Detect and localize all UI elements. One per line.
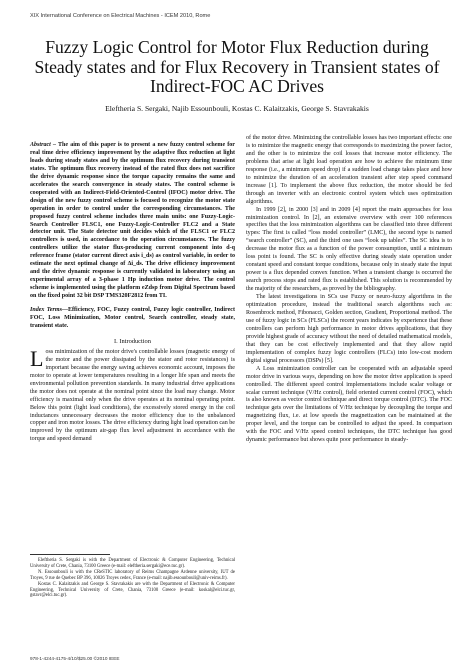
- footnote: N. Essounbouli is with the CReSTIC laboratory of Reims Champagne Ardenne university, IUT de Troyes, 9 rue de Quebec BP 396, 10026 Troyes cedex, France (e-mail: najib.essounbouli@univ-reims.fr).: [30, 569, 235, 581]
- body-paragraph: of the motor drive. Minimizing the controllable losses has two important effects: one is to minimize the magnetic energy that corresponds to maximizing the power factor, and the other is to minimize the coil losses that increase motor efficiency. The problems that arise at light load operation are how to achieve the minimum time response (i.e., a minimum speed drop) if a sudden load change takes place and how to minimize the duration of an acceleration transient after step speed command increase [1]. To implement the above flux reduction, the motor should be fed through an inverter with an electronic control system which uses optimization algorithms.: [246, 135, 452, 205]
- body-paragraph: The latest investigations in SCs use Fuzzy or neuro-fuzzy algorithms in the optimization procedure, instead the traditional search algorithms such as: Rosenbrock method, Fibonacci, Golden section, Gradient, Proportional method. The use of fuzzy logic in SCs (FLSCs) the recent years indicates by experience that these controllers can perform high performance in motor drives applications, that they provide highest grade of accuracy without the need of detailed mathematical models, that they can be cost effectively implemented and that they allow rapid implementation of complex fuzzy logic controllers (FLCs) into low-cost modern digital signal processors (DSPs) [5].: [246, 294, 452, 364]
- footnote: Eleftheria S. Sergaki is with the Department of Electronic & Computer Engineering, Technical University of Crete, Chania, 73100 Greece (e-mail: eleftheria.sergaki@ece.tuc.gr).: [30, 558, 235, 569]
- intro-paragraph: [30, 345, 235, 444]
- body-paragraph: A Loss minimization controller can be cooperated with an adjustable speed motor drive in various ways, depending on how the motor drive application is speed controlled. The different speed control implementations include scalar voltage or scalar current technique (V/Hz control), field oriented current control (FOC), which is also known as vector control technique and direct torque control (DTC). The FOC technique gets over the limitations of V/Hz technique by decoupling the torque and magnetizing flux, i.e. at low speeds the magnetization can be maintained at the proper level, and the torque can be controlled to adjust the speed. In comparison with the FOC and V/Hz speed control techniques, the DTC technique has good dynamic performance but shows quite poor performance in steady-: [246, 365, 452, 444]
- intro-text: oss minimization of the motor drive's controllable losses (magnetic energy of the motor and the power dissipated by the stator and rotor resistances) is important because the energy saving achieves economic account, imposes the motor to operate at lower temperatures resulting in a longer life span and meets the environmental pollution prevention standards. In many industrial drive applications the motor does not operate at the nominal point since the load may change. Motor efficiency is maximal only when the drive operates at its nominal operating point. Below this point (light load conditions), the excessively stored energy in the coil inductances unnecessary decreases the motor efficiency due to the unbalanced copper and iron motor losses. The drive efficiency during light load operation can be improved by the optimum air-gap flux level adjustment in accordance with the torque and speed demand: [30, 348, 235, 443]
- footnote: Kostas C. Kalaitzakis and George S. Stavrakakis are with the Department of Electronic & Computer Engineering, Technical University of Crete, Chania, 73100 Greece (e-mail: koskal@elci.tuc.gr, gstavr@elci.tuc.gr).: [30, 581, 235, 599]
- abstract-label: Abstract –: [30, 142, 56, 148]
- paper-title: Fuzzy Logic Control for Motor Flux Reduction during Steady states and for Flux Recovery in Transient states of Indirect-FOC AC Drives: [34, 37, 440, 96]
- index-terms-label: Index Terms—: [30, 307, 68, 314]
- conference-header: XIX International Conference on Electrical Machines - ICEM 2010, Rome: [30, 13, 211, 19]
- right-column: [246, 135, 452, 445]
- index-terms-text: Efficiency, FOC, Fuzzy control, Fuzzy logic controller, Indirect FOC, Loss Minimization, Motor control, Search controller, steady state, transient state.: [30, 307, 235, 329]
- abstract-text: The aim of this paper is to present a new fuzzy control scheme for real time drive efficiency improvement by the adaptive flux reduction at light loads during steady states and by the optimum flux recovery during transient states. The optimum flux recovery instead of the rated flux does not sacrifice the drive dynamic response since the torque capacity remains the same and accelerates the search convergence in steady states. The control scheme is cooperated with an Indirect-Field-Oriented-Control (IFOC) motor drive. The design of the new fuzzy control scheme is focused to recognize the motor state operation in order to control under the corresponding circumstances. The proposed fuzzy control scheme includes three main units: one Fuzzy-Logic-Search Controller FLSC1, one Fuzzy-Logic-Controller FLC2 and a State detector unit. The State detector unit decides which of the FLSC1 or FLC2 controllers is used, in accordance to the operation circumstances. The fuzzy controllers utilize the stator flux-producing current component into d-q reference frame (stator current direct axis i_ds) as control variable, in order to estimate the next optimal change of Δi_ds. The drive efficiency improvement and the drive dynamic response is currently validated in laboratory using an experimental array of a 3-phase 1 Hp induction motor drive. The control scheme is implemented using the platform eZdsp from Digital Spectrum based on the fixed point 32 bit DSP TMS320F2812 from TI.: [30, 142, 235, 300]
- footnote-rule: [30, 554, 110, 555]
- drop-cap: L: [30, 345, 44, 371]
- left-column: [30, 142, 235, 444]
- author-list: Eleftheria S. Sergaki, Najib Essounbouli, Kostas C. Kalaitzakis, George S. Stavrakakis: [105, 104, 369, 113]
- section-heading: I. Introduction: [114, 337, 151, 345]
- abstract: [30, 142, 235, 301]
- page-footer: 978-1-4244-4175-4/10/$25.00 ©2010 IEEE: [30, 656, 120, 661]
- body-paragraph: In 1999 [2], in 2000 [3] and in 2009 [4] report the main approaches for loss minimization control. In [2], an extensive overview with over 100 references specifies that the loss minimization algorithms can be classified into three different types: The first is called “loss model controller” (LMC), the second type is named “search controller” (SC), and the third one uses “look up tables”. The SC idea is to decrease the motor flux as a function of the power consumption, until a minimum loss point is found. The SC is only effective during steady state operation under constant speed and constant torque conditions, because only in steady state the input power is a flux depended convex function. When a transient change is occurred the search process stops and rated flux is established. This solution is recommended by the majority of the researchers, as proved by the bibliography.: [246, 206, 452, 293]
- footnotes: [30, 558, 235, 599]
- index-terms: [30, 307, 235, 331]
